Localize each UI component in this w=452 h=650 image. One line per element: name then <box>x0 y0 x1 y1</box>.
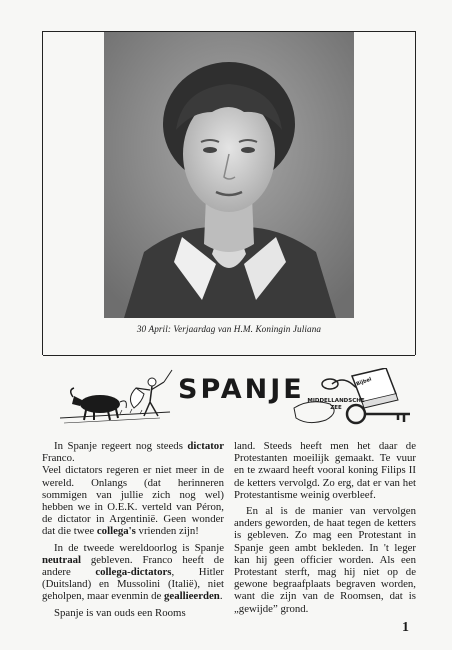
book-label: Bijbel <box>355 376 373 388</box>
paragraph: Spanje is van ouds een Rooms <box>54 606 186 619</box>
article-title: SPANJE <box>178 374 305 405</box>
section-header-banner <box>60 368 416 438</box>
portrait-photo <box>104 32 354 318</box>
map-label-line2: ZEE <box>330 405 342 411</box>
matador-icon <box>148 378 156 386</box>
page-number: 1 <box>402 620 409 635</box>
portrait-illustration <box>104 32 354 318</box>
paragraph: In Spanje regeert nog steeds dictator Franco. <box>42 440 224 465</box>
map-label <box>306 398 366 412</box>
paragraph: En al is de manier van vervolgen anders geworden, de haat tegen de ketters is gebleven. Zo mag een Protestant in Spanje geen ambt bekleden. In 't leger kan hij geen officier worden. Als een Protestant sterft, mag hij niet op de gewone begraafplaats begraven worden, want die zijn van de Roomsen, dat is „gewijde” grond. <box>234 505 416 615</box>
article-right-column <box>234 440 416 615</box>
map-label-line1: MIDDELLANDSCHE <box>307 398 365 404</box>
paragraph: land. Steeds heeft men het daar de Protestanten moeilijk gemaakt. Te vuur en te zwaard heeft vooral koning Filips II de ketters vervolgd. Zo erg, dat er van het Protestantisme weinig overbleef. <box>234 440 416 501</box>
article-left-column <box>42 440 224 619</box>
photo-caption: 30 April: Verjaardag van H.M. Koningin Juliana <box>136 324 322 334</box>
photo-frame-left-rule <box>42 31 43 355</box>
paragraph: Veel dictators regeren er niet meer in de wereld. Onlangs (dat herinneren sommigen van jullie zich nog wel) hebben we in O.E.K. verteld van Péron, de dictator in Argentinië. Geen wonder dat die twee collega's vrienden zijn! <box>42 464 224 538</box>
paragraph: In de tweede wereldoorlog is Spanje neutraal gebleven. Franco heeft de andere collega-dictators, Hitler (Duitsland) en Mussolini (Italië), niet geholpen, maar evenmin de geallieerden. <box>42 541 224 603</box>
section-divider <box>43 355 415 356</box>
photo-frame-right-rule <box>415 31 416 355</box>
